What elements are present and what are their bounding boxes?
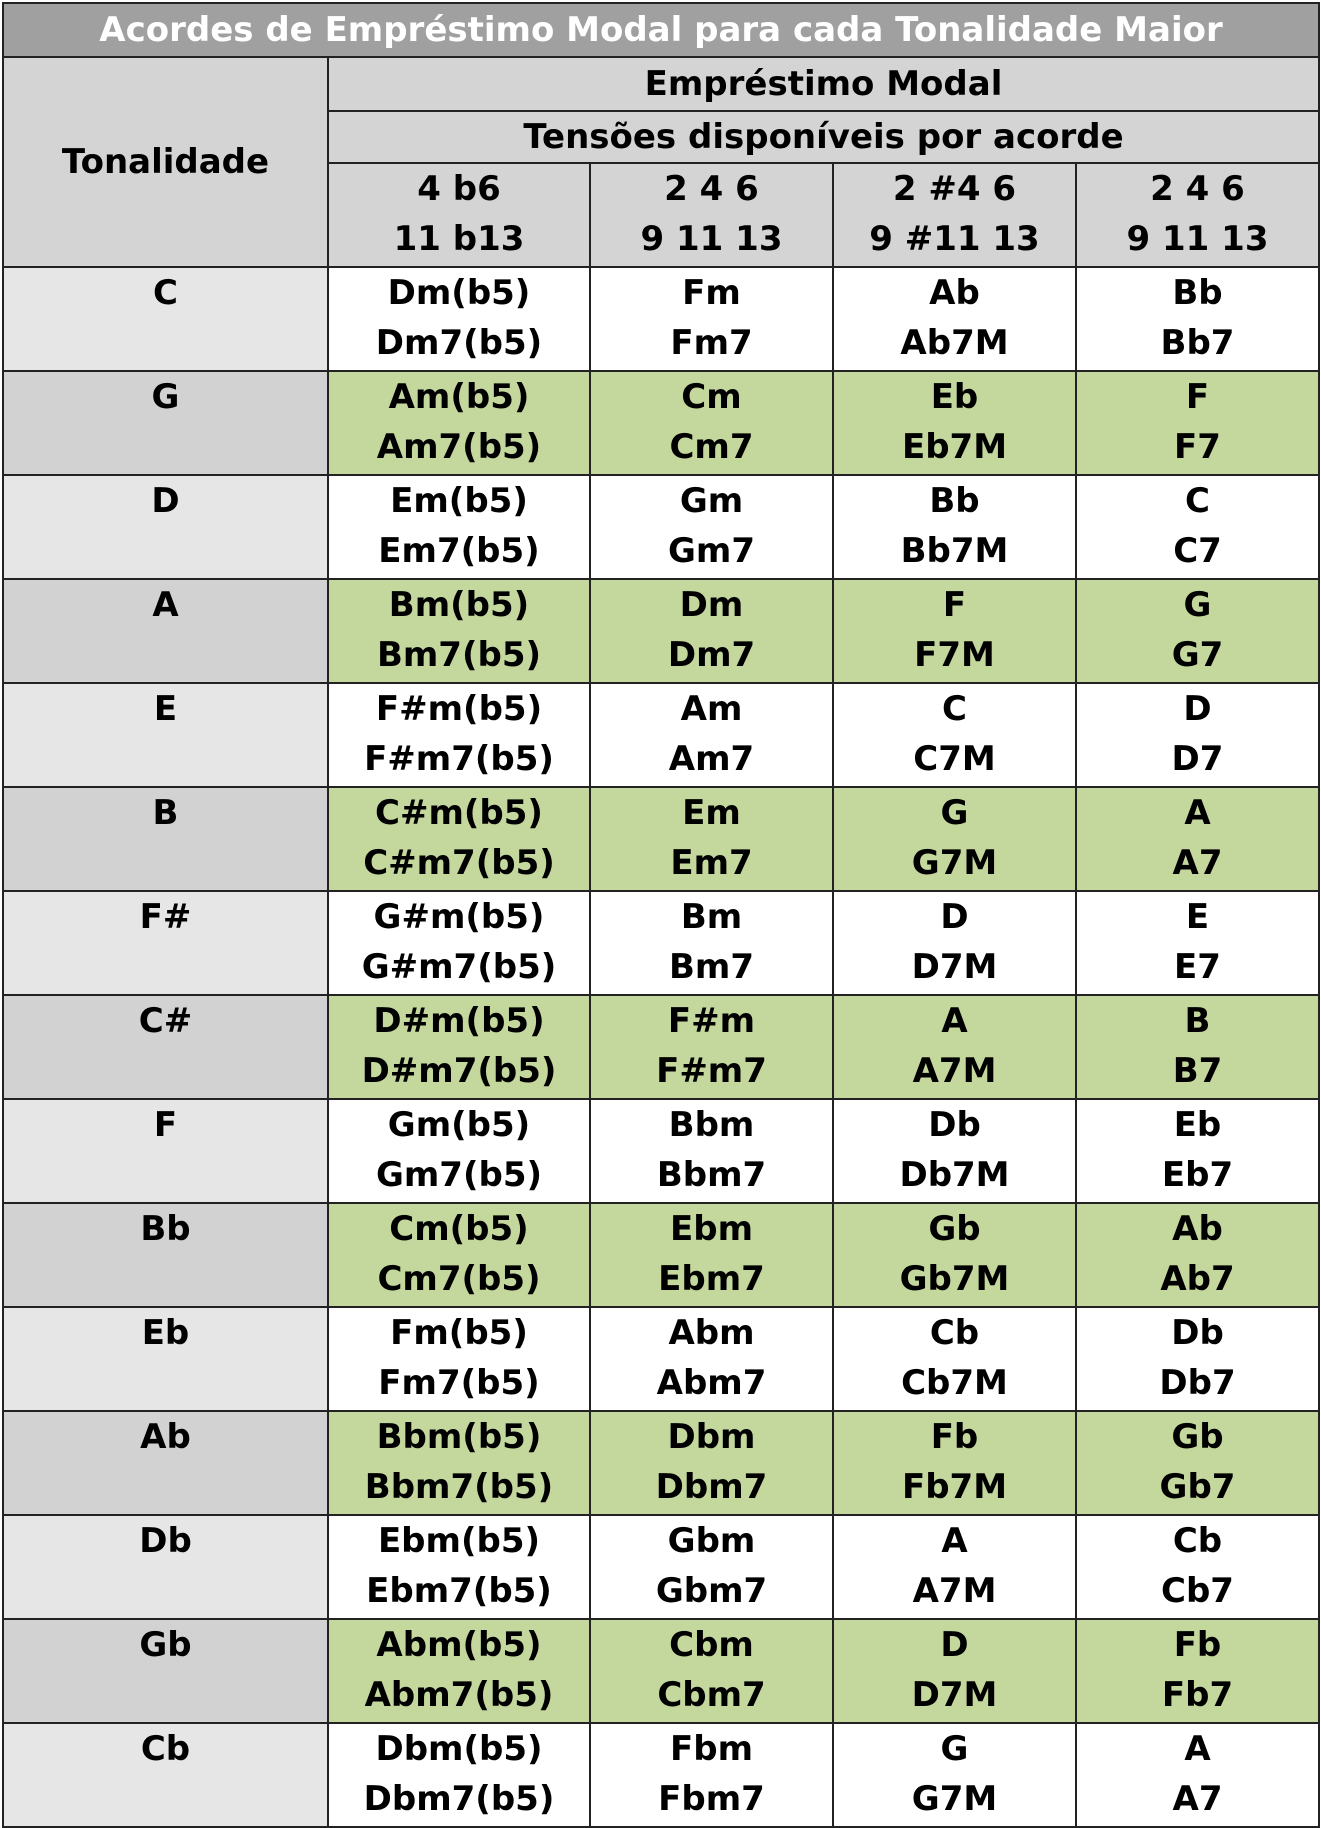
chord-cell xyxy=(1076,579,1319,683)
chord-triad: Dbm xyxy=(667,1417,756,1457)
table-title: Acordes de Empréstimo Modal para cada Tonalidade Maior xyxy=(3,3,1319,57)
chord-triad: Abm(b5) xyxy=(376,1625,542,1665)
chord-cell xyxy=(590,1515,833,1619)
chord-triad: Ebm(b5) xyxy=(377,1521,541,1561)
chord-cell xyxy=(1076,1307,1319,1411)
tension-cell xyxy=(833,163,1076,267)
chord-cell xyxy=(833,1723,1076,1827)
table-row xyxy=(3,1515,1319,1619)
chord-triad: Gm(b5) xyxy=(387,1105,531,1145)
chord-cell xyxy=(1076,683,1319,787)
chord-triad: C#m(b5) xyxy=(375,793,543,833)
key-cell xyxy=(3,995,328,1099)
chord-tetrad: Dbm7(b5) xyxy=(363,1779,555,1819)
chord-tetrad: D7 xyxy=(1171,739,1224,779)
chord-cell xyxy=(328,1723,590,1827)
chord-tetrad: Bb7 xyxy=(1160,323,1235,363)
chord-triad: Dm(b5) xyxy=(387,273,531,313)
chord-tetrad: Bbm7(b5) xyxy=(364,1467,554,1507)
key-label: Gb xyxy=(139,1625,192,1665)
chord-triad: D xyxy=(940,897,969,937)
table-row xyxy=(3,579,1319,683)
chord-cell xyxy=(833,267,1076,371)
chord-tetrad: Cm7(b5) xyxy=(377,1259,541,1299)
key-cell xyxy=(3,1723,328,1827)
chord-triad: Bm xyxy=(680,897,743,937)
chord-tetrad: Abm7(b5) xyxy=(364,1675,554,1715)
key-cell xyxy=(3,579,328,683)
chord-triad: Eb xyxy=(1173,1105,1222,1145)
chord-cell xyxy=(328,683,590,787)
chord-tetrad: Abm7 xyxy=(656,1363,767,1403)
chord-cell xyxy=(1076,1619,1319,1723)
chord-tetrad: F#m7 xyxy=(656,1051,767,1091)
table-row xyxy=(3,475,1319,579)
chord-tetrad: Ab7 xyxy=(1160,1259,1235,1299)
table-row xyxy=(3,1411,1319,1515)
chord-cell xyxy=(328,1099,590,1203)
chord-triad: A xyxy=(941,1521,968,1561)
tension-line: 2 #4 6 xyxy=(892,169,1017,209)
chord-triad: D#m(b5) xyxy=(373,1001,545,1041)
chord-tetrad: Ebm7 xyxy=(658,1259,765,1299)
chord-cell xyxy=(590,267,833,371)
chord-triad: F xyxy=(942,585,967,625)
chord-triad: G xyxy=(1183,585,1212,625)
table-row xyxy=(3,371,1319,475)
chord-tetrad: Em7 xyxy=(670,843,753,883)
chord-cell xyxy=(328,891,590,995)
chord-tetrad: Cm7 xyxy=(669,427,754,467)
chord-tetrad: Eb7M xyxy=(901,427,1008,467)
chord-cell xyxy=(1076,787,1319,891)
chord-tetrad: D7M xyxy=(911,947,998,987)
chord-tetrad: F7 xyxy=(1174,427,1221,467)
key-cell xyxy=(3,891,328,995)
chord-tetrad: Eb7 xyxy=(1161,1155,1234,1195)
chord-cell xyxy=(590,579,833,683)
key-label: Bb xyxy=(140,1209,191,1249)
chord-tetrad: Fm7 xyxy=(670,323,753,363)
chord-triad: A xyxy=(1184,793,1211,833)
chord-tetrad: Db7 xyxy=(1159,1363,1236,1403)
tensions-header: Tensões disponíveis por acorde xyxy=(328,111,1319,163)
key-cell xyxy=(3,787,328,891)
chord-triad: Bb xyxy=(1172,273,1223,313)
chord-triad: Db xyxy=(1171,1313,1224,1353)
chord-triad: Ab xyxy=(929,273,980,313)
key-label: Ab xyxy=(140,1417,191,1457)
chord-triad: Gbm xyxy=(667,1521,756,1561)
chord-cell xyxy=(1076,1411,1319,1515)
chord-cell xyxy=(1076,371,1319,475)
chord-tetrad: E7 xyxy=(1174,947,1221,987)
chord-tetrad: Bb7M xyxy=(900,531,1009,571)
chord-cell xyxy=(590,1619,833,1723)
chord-tetrad: Am7(b5) xyxy=(376,427,542,467)
chord-tetrad: Cb7 xyxy=(1161,1571,1234,1611)
chord-tetrad: Db7M xyxy=(899,1155,1010,1195)
chord-tetrad: Cbm7 xyxy=(657,1675,766,1715)
chord-triad: Fm xyxy=(682,273,741,313)
key-cell xyxy=(3,683,328,787)
chord-tetrad: F7M xyxy=(914,635,995,675)
chord-triad: Eb xyxy=(930,377,979,417)
chord-cell xyxy=(1076,475,1319,579)
chord-cell xyxy=(328,787,590,891)
chord-tetrad: D#m7(b5) xyxy=(361,1051,557,1091)
chord-cell xyxy=(590,1723,833,1827)
chord-tetrad: Cb7M xyxy=(901,1363,1008,1403)
table-row xyxy=(3,995,1319,1099)
chord-tetrad: Dm7(b5) xyxy=(375,323,543,363)
chord-triad: Bb xyxy=(929,481,980,521)
key-cell xyxy=(3,475,328,579)
key-cell xyxy=(3,267,328,371)
key-cell xyxy=(3,371,328,475)
key-label: A xyxy=(152,585,179,625)
chord-cell xyxy=(590,1203,833,1307)
chord-cell xyxy=(833,891,1076,995)
table-row xyxy=(3,1723,1319,1827)
chord-cell xyxy=(833,1203,1076,1307)
chord-tetrad: Fb7M xyxy=(901,1467,1008,1507)
chord-triad: Cm xyxy=(681,377,742,417)
chord-cell xyxy=(833,475,1076,579)
chord-triad: Db xyxy=(928,1105,981,1145)
table-row xyxy=(3,891,1319,995)
chord-tetrad: C#m7(b5) xyxy=(363,843,555,883)
key-cell xyxy=(3,1619,328,1723)
chord-cell xyxy=(590,995,833,1099)
chord-cell xyxy=(590,891,833,995)
table-row xyxy=(3,787,1319,891)
chord-triad: Bm(b5) xyxy=(388,585,530,625)
chord-triad: Ebm xyxy=(670,1209,753,1249)
chord-cell xyxy=(590,475,833,579)
chord-tetrad: G7M xyxy=(911,1779,998,1819)
chord-triad: A xyxy=(941,1001,968,1041)
chord-tetrad: F#m7(b5) xyxy=(364,739,554,779)
chord-triad: Cb xyxy=(1172,1521,1223,1561)
chord-cell xyxy=(1076,1723,1319,1827)
chord-triad: G#m(b5) xyxy=(373,897,545,937)
key-cell xyxy=(3,1099,328,1203)
chord-cell xyxy=(833,995,1076,1099)
chord-triad: F#m xyxy=(667,1001,756,1041)
chord-cell xyxy=(328,1411,590,1515)
chord-triad: Gb xyxy=(1171,1417,1224,1457)
chord-triad: Fbm xyxy=(670,1729,753,1769)
tension-line: 2 4 6 xyxy=(664,169,759,209)
chord-tetrad: A7 xyxy=(1172,843,1223,883)
chord-tetrad: Fbm7 xyxy=(658,1779,765,1819)
key-label: F xyxy=(153,1105,178,1145)
chord-tetrad: Gb7 xyxy=(1159,1467,1236,1507)
key-label: E xyxy=(153,689,178,729)
chord-tetrad: Fm7(b5) xyxy=(378,1363,540,1403)
chord-tetrad: D7M xyxy=(911,1675,998,1715)
chord-tetrad: A7M xyxy=(912,1051,997,1091)
tension-cell xyxy=(1076,163,1319,267)
chord-cell xyxy=(833,1099,1076,1203)
chord-cell xyxy=(328,1203,590,1307)
chord-tetrad: G#m7(b5) xyxy=(361,947,557,987)
modal-borrowing-header: Empréstimo Modal xyxy=(328,57,1319,111)
chord-cell xyxy=(590,1099,833,1203)
chord-tetrad: Gbm7 xyxy=(655,1571,768,1611)
chord-cell xyxy=(328,371,590,475)
key-column-header: Tonalidade xyxy=(3,57,328,267)
tension-line: 9 11 13 xyxy=(1126,219,1269,259)
tension-cell xyxy=(328,163,590,267)
key-label: C# xyxy=(138,1001,193,1041)
chord-triad: Em xyxy=(682,793,741,833)
chord-triad: Bbm(b5) xyxy=(376,1417,542,1457)
chord-cell xyxy=(833,579,1076,683)
key-cell xyxy=(3,1515,328,1619)
table-row xyxy=(3,267,1319,371)
table-row xyxy=(3,683,1319,787)
chord-cell xyxy=(590,371,833,475)
key-cell xyxy=(3,1307,328,1411)
chord-tetrad: Em7(b5) xyxy=(378,531,540,571)
tension-cell xyxy=(590,163,833,267)
chord-cell xyxy=(328,1619,590,1723)
chord-tetrad: Ebm7(b5) xyxy=(366,1571,552,1611)
chord-triad: C xyxy=(1185,481,1210,521)
chord-cell xyxy=(1076,1203,1319,1307)
chord-triad: Cbm xyxy=(669,1625,754,1665)
chord-tetrad: Bm7 xyxy=(669,947,754,987)
chord-tetrad: B7 xyxy=(1172,1051,1223,1091)
chord-tetrad: Gm7 xyxy=(668,531,755,571)
table-row xyxy=(3,1307,1319,1411)
tension-line: 11 b13 xyxy=(393,219,525,259)
chord-triad: E xyxy=(1185,897,1210,937)
chord-triad: G xyxy=(940,1729,969,1769)
key-cell xyxy=(3,1203,328,1307)
chord-tetrad: Gm7(b5) xyxy=(375,1155,543,1195)
chord-cell xyxy=(328,1307,590,1411)
chord-cell xyxy=(328,475,590,579)
chord-cell xyxy=(1076,891,1319,995)
chord-cell xyxy=(328,1515,590,1619)
tension-line: 9 #11 13 xyxy=(869,219,1040,259)
chord-tetrad: Fb7 xyxy=(1161,1675,1234,1715)
chord-cell xyxy=(590,787,833,891)
chord-triad: A xyxy=(1184,1729,1211,1769)
chord-tetrad: A7 xyxy=(1172,1779,1223,1819)
chord-triad: Dbm(b5) xyxy=(375,1729,543,1769)
table-row xyxy=(3,1099,1319,1203)
key-label: D xyxy=(151,481,180,521)
chord-tetrad: G7M xyxy=(911,843,998,883)
modal-borrowing-table xyxy=(2,2,1320,1828)
chord-triad: G xyxy=(940,793,969,833)
chord-tetrad: Bbm7 xyxy=(656,1155,767,1195)
chord-triad: Fm(b5) xyxy=(390,1313,528,1353)
table-header xyxy=(3,3,1319,267)
chord-cell xyxy=(1076,1099,1319,1203)
chord-triad: Am(b5) xyxy=(388,377,530,417)
chord-cell xyxy=(833,1515,1076,1619)
chord-cell xyxy=(328,267,590,371)
table-row xyxy=(3,1619,1319,1723)
chord-triad: Dm xyxy=(679,585,744,625)
chord-tetrad: Dm7 xyxy=(667,635,756,675)
chord-triad: Em(b5) xyxy=(390,481,528,521)
key-label: B xyxy=(152,793,179,833)
chord-cell xyxy=(833,1307,1076,1411)
chord-tetrad: G7 xyxy=(1171,635,1224,675)
chord-cell xyxy=(833,1619,1076,1723)
key-label: C xyxy=(153,273,178,313)
key-label: F# xyxy=(139,897,192,937)
chord-cell xyxy=(1076,267,1319,371)
chord-triad: F xyxy=(1185,377,1210,417)
tension-line: 4 b6 xyxy=(417,169,501,209)
tension-line: 2 4 6 xyxy=(1150,169,1245,209)
chord-tetrad: Am7 xyxy=(668,739,755,779)
chord-cell xyxy=(328,995,590,1099)
chord-triad: D xyxy=(940,1625,969,1665)
chord-tetrad: A7M xyxy=(912,1571,997,1611)
chord-triad: Cb xyxy=(929,1313,980,1353)
key-label: Db xyxy=(139,1521,192,1561)
chord-cell xyxy=(833,683,1076,787)
chord-triad: Am xyxy=(680,689,743,729)
chord-cell xyxy=(590,683,833,787)
chord-triad: D xyxy=(1183,689,1212,729)
key-label: Eb xyxy=(141,1313,190,1353)
chord-tetrad: C7 xyxy=(1173,531,1222,571)
chord-triad: Abm xyxy=(668,1313,755,1353)
chord-cell xyxy=(833,1411,1076,1515)
table-body xyxy=(3,267,1319,1827)
key-cell xyxy=(3,1411,328,1515)
chord-triad: Gm xyxy=(679,481,744,521)
chord-cell xyxy=(833,787,1076,891)
chord-cell xyxy=(590,1411,833,1515)
chord-triad: Gb xyxy=(928,1209,981,1249)
chord-cell xyxy=(1076,995,1319,1099)
key-label: Cb xyxy=(140,1729,191,1769)
chord-tetrad: Bm7(b5) xyxy=(376,635,542,675)
chord-cell xyxy=(1076,1515,1319,1619)
chord-cell xyxy=(328,579,590,683)
chord-triad: Ab xyxy=(1172,1209,1223,1249)
chord-triad: Fb xyxy=(930,1417,979,1457)
key-label: G xyxy=(151,377,180,417)
chord-triad: C xyxy=(942,689,967,729)
tension-line: 9 11 13 xyxy=(640,219,783,259)
chord-triad: F#m(b5) xyxy=(375,689,543,729)
chord-triad: Cm(b5) xyxy=(389,1209,529,1249)
chord-triad: Fb xyxy=(1173,1625,1222,1665)
chord-tetrad: Dbm7 xyxy=(655,1467,768,1507)
chord-tetrad: Ab7M xyxy=(900,323,1009,363)
chord-cell xyxy=(833,371,1076,475)
chord-triad: B xyxy=(1184,1001,1211,1041)
chord-tetrad: Gb7M xyxy=(899,1259,1010,1299)
chord-triad: Bbm xyxy=(668,1105,755,1145)
chord-cell xyxy=(590,1307,833,1411)
table-row xyxy=(3,1203,1319,1307)
chord-tetrad: C7M xyxy=(913,739,996,779)
